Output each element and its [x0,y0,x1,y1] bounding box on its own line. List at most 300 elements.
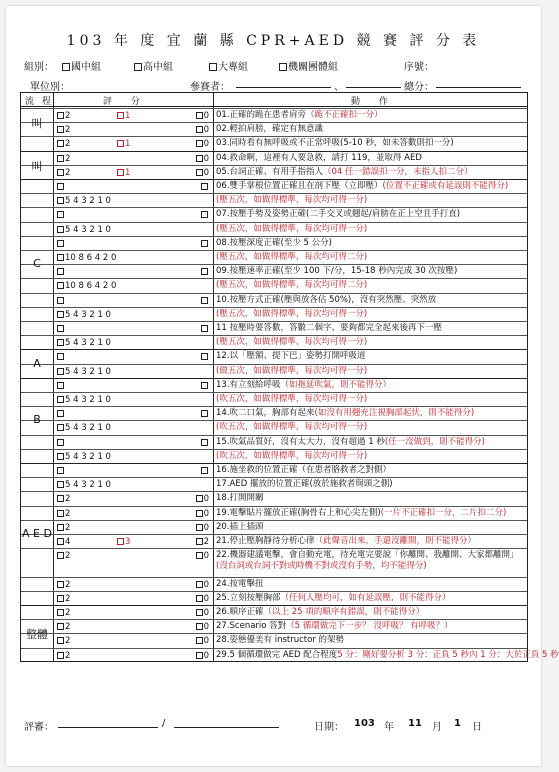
table-row [21,463,527,477]
action-text [216,252,526,263]
checkbox-icon [196,169,203,176]
score-value: 2 [65,167,71,178]
category-label: 叫 [31,117,43,131]
table-row [21,364,527,378]
table-row [21,633,527,647]
checkbox-icon [196,524,203,531]
entrant-label: 參賽者： [190,82,230,93]
category-label: A E D [22,527,52,540]
checkbox-icon [57,396,64,403]
judge-field-2[interactable] [174,718,279,728]
checkbox-icon [57,481,64,488]
checkbox-icon [57,311,64,318]
checkbox-icon [57,581,64,588]
score-value: 0 [203,608,209,618]
table-row [21,236,527,250]
action-item: 20.插上插頭 [216,521,264,532]
checkbox-icon [57,510,64,517]
action-item: 18.打開開關 [216,493,264,504]
total-field[interactable] [436,78,521,88]
checkbox-icon [57,226,64,233]
table-row [21,193,527,207]
action-text [216,465,526,476]
table-row [21,151,527,165]
checkbox-icon [201,325,208,332]
table-row [21,534,527,548]
action-item: 19.電擊貼片擺放正確(胸骨右上和心尖左側) [216,507,381,518]
score-value: 0 [203,111,209,121]
action-text [216,635,526,646]
action-item: 06.雙手掌根位置正確且在剖下壓（立即壓） [216,181,383,191]
score-options[interactable] [55,239,211,250]
action-text [216,550,526,572]
checkbox-icon [57,524,64,531]
action-text [216,110,526,121]
group-option-junior[interactable]: 國中組 [62,58,101,73]
action-note: (位置不正確或有延誤則不能得分) [382,181,509,191]
action-text [216,238,526,249]
action-item: 01.正確的跪在患者肩旁 [216,110,307,120]
score-value: 0 [203,508,209,519]
table-row [21,619,527,633]
checkbox-icon [196,495,203,502]
checkbox-icon [196,155,203,162]
action-text [216,579,526,590]
action-item: 24.按電擊扭 [216,578,264,589]
score-value: 3 [125,537,131,547]
group-option-college[interactable]: 大專組 [209,58,248,73]
checkbox-icon [57,282,64,289]
action-item: 13.有立刻給呼吸 [216,379,281,390]
checkbox-icon [57,353,64,360]
category-label: B [33,413,41,427]
action-note: (吹五次，如做得標準，每次均可得一分) [216,394,368,404]
category-label: 整體 [26,628,48,642]
score-value: 2 [65,125,71,136]
checkbox-icon [196,637,203,644]
date-day: 1 [454,718,461,729]
action-text [216,479,526,490]
score-value: 0 [203,650,209,661]
action-item: 26.順序正確 [216,607,264,617]
category-label: A [33,356,41,370]
checkbox-icon [57,652,64,659]
table-row [21,122,527,136]
action-text [216,181,526,192]
checkbox-icon [117,140,124,147]
action-note: (沒台詞或台詞不對或時機不對或沒有手勢，均不能得分) [216,561,427,572]
table-row [21,222,527,236]
action-text [216,593,526,604]
score-options[interactable] [55,267,211,278]
action-item: 29.5 個循環做完 AED 配合程度 [216,649,338,660]
action-item: 28.姿態優美有 instructor 的架勢 [216,635,345,646]
score-value: 2 [65,551,71,562]
action-text [216,295,526,306]
score-options[interactable] [55,651,211,662]
action-text [216,380,526,391]
action-text [216,309,526,320]
checkbox-icon [196,652,203,659]
table-row [21,321,527,335]
action-note: （如拖延吹氣，則不能得分） [280,379,392,390]
order-label: 序號： [404,62,434,73]
action-text [216,351,526,362]
table-row [21,278,527,292]
action-text [216,366,526,377]
score-value: 0 [203,579,209,590]
checkbox-icon [57,495,64,502]
action-note: (壓五次，如做得標準，每次均可得一分) [216,308,368,319]
checkbox-icon [57,552,64,559]
score-table [20,92,559,662]
score-options[interactable] [55,423,211,434]
score-value: 0 [203,153,209,164]
table-row [21,293,527,307]
checkbox-icon [57,325,64,332]
action-note: （04 任一錯誤扣一分，未指人扣二分） [323,166,473,177]
action-note: (壓五次，如做得標準，每次均可得一分) [216,195,368,206]
checkbox-icon [57,439,64,446]
action-text [216,408,526,419]
page-title: 103 年 度 宜 蘭 縣 CPR+AED 競 賽 評 分 表 [66,33,481,49]
score-options[interactable] [55,509,211,520]
score-value: 0 [203,636,209,647]
table-row [21,406,527,420]
score-options[interactable] [55,594,211,605]
score-options[interactable] [55,253,211,264]
table-row [21,420,527,434]
entrant-field-1[interactable] [236,78,331,88]
action-text [216,649,559,661]
score-value: 2 [65,494,71,505]
checkbox-icon [57,197,64,204]
checkbox-icon [196,140,203,147]
score-options[interactable] [55,196,211,207]
score-options[interactable] [55,139,211,150]
group-label: 組別： [24,62,54,73]
checkbox-icon [201,382,208,389]
table-row [21,506,527,520]
score-options[interactable] [55,381,211,392]
checkbox-icon [196,623,203,630]
date-label: 日期： [314,722,344,733]
action-text [216,323,526,334]
score-value: 2 [65,622,71,633]
score-value: 0 [203,522,209,533]
table-row [21,591,527,605]
action-note: (如沒有用翹充注視胸部起伏，則不能得分) [314,408,475,419]
action-item: 11 按壓時要答數，答數二個字、要夠都完全起來後再下一壓 [216,323,443,333]
score-sheet [6,6,559,766]
date-year: 103 [354,718,375,729]
checkbox-icon [201,297,208,304]
checkbox-icon [57,538,64,545]
checkbox-icon [62,63,70,71]
action-note: (做五次，如做得標準，每次均可得一分) [216,365,368,376]
score-value: 2 [203,537,209,547]
action-item: 17.AED 擺放的位置正確(放於施救者與頭之側) [216,479,393,490]
action-text [216,621,526,632]
score-value: 5 4 3 2 1 0 [65,224,111,235]
checkbox-icon [196,112,203,119]
score-value: 5 4 3 2 1 0 [65,480,111,491]
action-item: 27.Scenario 答對 [216,621,287,632]
score-options[interactable] [55,395,211,406]
table-row [21,605,527,619]
table-row [21,335,527,349]
judge-field-1[interactable] [58,718,158,728]
action-item: 10.按壓方式正確(壓與放各佔 50%)，沒有突然壓、突然放 [216,294,437,305]
score-value: 0 [203,593,209,604]
action-text [216,124,526,135]
checkbox-icon [117,169,124,176]
action-item: 04.救命啊，這裡有人要急救，請打 119，並取得 AED [216,152,422,163]
action-item: 12.以「壓額、提下巴」姿勢打開呼吸道 [216,351,366,362]
score-options[interactable] [55,452,211,463]
score-value: 1 [125,167,131,178]
checkbox-icon [57,623,64,630]
checkbox-icon [57,637,64,644]
table-header [21,93,527,107]
checkbox-icon [201,211,208,218]
checkbox-icon [134,63,142,71]
score-options[interactable] [55,466,211,477]
checkbox-icon [57,268,64,275]
table-row [21,179,527,193]
date-month-unit: 月 [432,722,442,733]
checkbox-icon [57,297,64,304]
score-value: 0 [203,167,209,178]
checkbox-icon [57,112,64,119]
table-row [21,648,559,662]
action-note: （此聲音出來，手還沒離開，則不能得分） [314,536,477,546]
checkbox-icon [201,353,208,360]
group-option-agency[interactable]: 機關團體組 [279,58,338,73]
score-value: 5 4 3 2 1 0 [65,338,111,349]
score-value: 2 [65,111,71,121]
checkbox-icon [201,183,208,190]
action-item: 05.台詞正確、有用手指指人 [216,166,324,177]
action-item: 21.停止壓胸靜待分析心律 [216,536,315,546]
score-value: 2 [65,579,71,590]
action-text [216,493,526,504]
entrant-field-2[interactable] [346,78,401,88]
score-options[interactable] [55,409,211,420]
action-item: 25.立刻按壓胸部 [216,592,281,603]
checkbox-icon [117,538,124,545]
checkbox-icon [196,538,203,545]
score-options[interactable] [55,580,211,591]
score-value: 5 4 3 2 1 0 [65,196,111,207]
table-row [21,449,527,463]
score-options[interactable] [55,111,211,122]
score-value: 2 [65,593,71,604]
checkbox-icon [196,552,203,559]
score-options[interactable] [55,352,211,363]
score-value: 2 [65,153,71,164]
checkbox-icon [196,581,203,588]
table-row [21,250,527,264]
action-text [216,536,526,547]
table-row [21,136,527,150]
score-value: 2 [65,608,71,618]
action-text [216,437,526,448]
action-text [216,195,526,206]
table-row [21,520,527,534]
score-value: 5 4 3 2 1 0 [65,309,111,320]
score-options[interactable] [55,494,211,505]
score-value: 0 [203,622,209,633]
checkbox-icon [279,63,287,71]
checkbox-icon [196,510,203,517]
checkbox-icon [57,183,64,190]
score-value: 2 [65,139,71,150]
score-value: 1 [125,111,131,121]
score-value: 4 [65,537,71,547]
score-value: 0 [203,139,209,150]
action-note: (壓五次，如做得標準，每次均可得二分) [216,252,368,262]
score-options[interactable] [55,125,211,136]
action-item: 02.輕拍肩膀，確定有無意識 [216,124,324,135]
action-item: 15.吹氣品質好，沒有太大力，沒有超過 1 秒 [216,436,385,447]
action-text [216,522,526,533]
action-note: (任一沒做到，則不能得分) [384,436,485,447]
action-text [216,167,526,178]
action-note: （跪不正確扣一分） [306,110,383,120]
judge-slash: / [162,718,166,729]
table-row [21,307,527,321]
score-options[interactable] [55,225,211,236]
entrant-sep: 、 [334,82,344,93]
checkbox-icon [57,595,64,602]
score-value: 5 4 3 2 1 0 [65,395,111,405]
score-options[interactable] [55,551,211,562]
checkbox-icon [57,453,64,460]
score-options[interactable] [55,480,211,491]
checkbox-icon [57,467,64,474]
checkbox-icon [196,126,203,133]
score-value: 5 4 3 2 1 0 [65,366,111,377]
action-text [216,280,526,291]
score-value: 5 4 3 2 1 0 [65,423,111,434]
checkbox-icon [196,609,203,616]
score-value: 5 4 3 2 1 0 [65,451,111,462]
score-options[interactable] [55,608,211,619]
group-option-senior[interactable]: 高中組 [134,58,173,73]
score-options[interactable] [55,338,211,349]
score-value: 2 [65,650,71,661]
table-row [21,264,527,278]
checkbox-icon [201,467,208,474]
action-text [216,209,526,220]
action-note: (吹五次，如做得標準，每次均可得一分) [216,422,368,433]
checkbox-icon [196,595,203,602]
date-month: 11 [408,718,422,729]
score-options[interactable] [55,367,211,378]
category-label: C [33,257,41,271]
score-options[interactable] [55,210,211,221]
score-value: 0 [203,494,209,505]
table-row [21,349,527,363]
action-text [216,266,526,277]
score-options[interactable] [55,281,211,292]
score-options[interactable] [55,154,211,165]
action-note: (壓五次，如做得標準，每次均可得一分) [216,337,368,348]
judge-label: 評審： [24,722,54,733]
score-value: 0 [203,125,209,136]
score-value: 2 [65,508,71,519]
score-options[interactable] [55,324,211,335]
score-value: 0 [203,551,209,562]
checkbox-icon [57,211,64,218]
score-options[interactable] [55,523,211,534]
checkbox-icon [57,126,64,133]
action-text [216,153,526,164]
action-item: 22.機器建議電擊，會自動充電，待充電完要說「你離開、我離開、大家都離開」 [216,550,519,561]
total-label: 總分： [404,82,434,93]
action-note: （任何人壓均可，如有延誤壓，則不能得分） [280,592,451,603]
score-options[interactable] [55,636,211,647]
action-item: 07.按壓手勢及姿勢正確(二手交叉或翹起/肩膀在正上空且手打直) [216,209,461,220]
action-text [216,422,526,433]
action-text [216,138,526,149]
checkbox-icon [117,112,124,119]
score-options[interactable] [55,168,211,179]
checkbox-icon [57,240,64,247]
table-row [21,548,527,576]
checkbox-icon [57,140,64,147]
action-note: (壓五次，如做得標準，每次均可得一分) [216,223,368,234]
action-note: （5 循環做完下一步？ 沒呼吸？ 有呼吸？） [286,621,453,632]
score-options[interactable] [55,296,211,307]
action-item: 14.吹二口氣，胸部有起來 [216,408,315,419]
checkbox-icon [57,254,64,261]
table-row [21,435,527,449]
checkbox-icon [201,240,208,247]
checkbox-icon [57,424,64,431]
table-row [21,108,527,122]
action-text [216,224,526,235]
score-options[interactable] [55,310,211,321]
table-row [21,491,527,505]
action-item: 16.施坐救的位置正確（在患者胳救者之對側） [216,465,392,475]
header-score: 評 分 [103,97,148,107]
table-row [21,577,527,591]
date-year-unit: 年 [384,722,394,733]
action-text [216,394,526,405]
action-item: 03.同時看有無呼吸或不正常呼吸(5-10 秒，如未答數則扣一分) [216,138,454,149]
checkbox-icon [57,339,64,346]
action-item: 08.按壓深度正確(至少 5 公分) [216,237,332,248]
action-text [216,508,526,519]
score-value: 2 [65,522,71,533]
header-process: 流程 [25,97,60,107]
score-options[interactable] [55,537,211,548]
header-action: 動 作 [351,97,396,107]
action-item: 09.按壓速率正確(至少 100 下/分，15-18 秒內完成 30 次按壓) [216,266,458,277]
score-options[interactable] [55,622,211,633]
category-label: 叫 [31,159,43,173]
action-text [216,337,526,348]
score-value: 2 [65,636,71,647]
action-note: (吹五次，如做得標準，每次均可得一分) [216,450,368,461]
score-options[interactable] [55,438,211,449]
action-note: (一片不正確扣一分，二片扣二分) [380,507,507,518]
checkbox-icon [201,410,208,417]
score-options[interactable] [55,182,211,193]
score-value: 10 8 6 4 2 0 [65,281,117,292]
